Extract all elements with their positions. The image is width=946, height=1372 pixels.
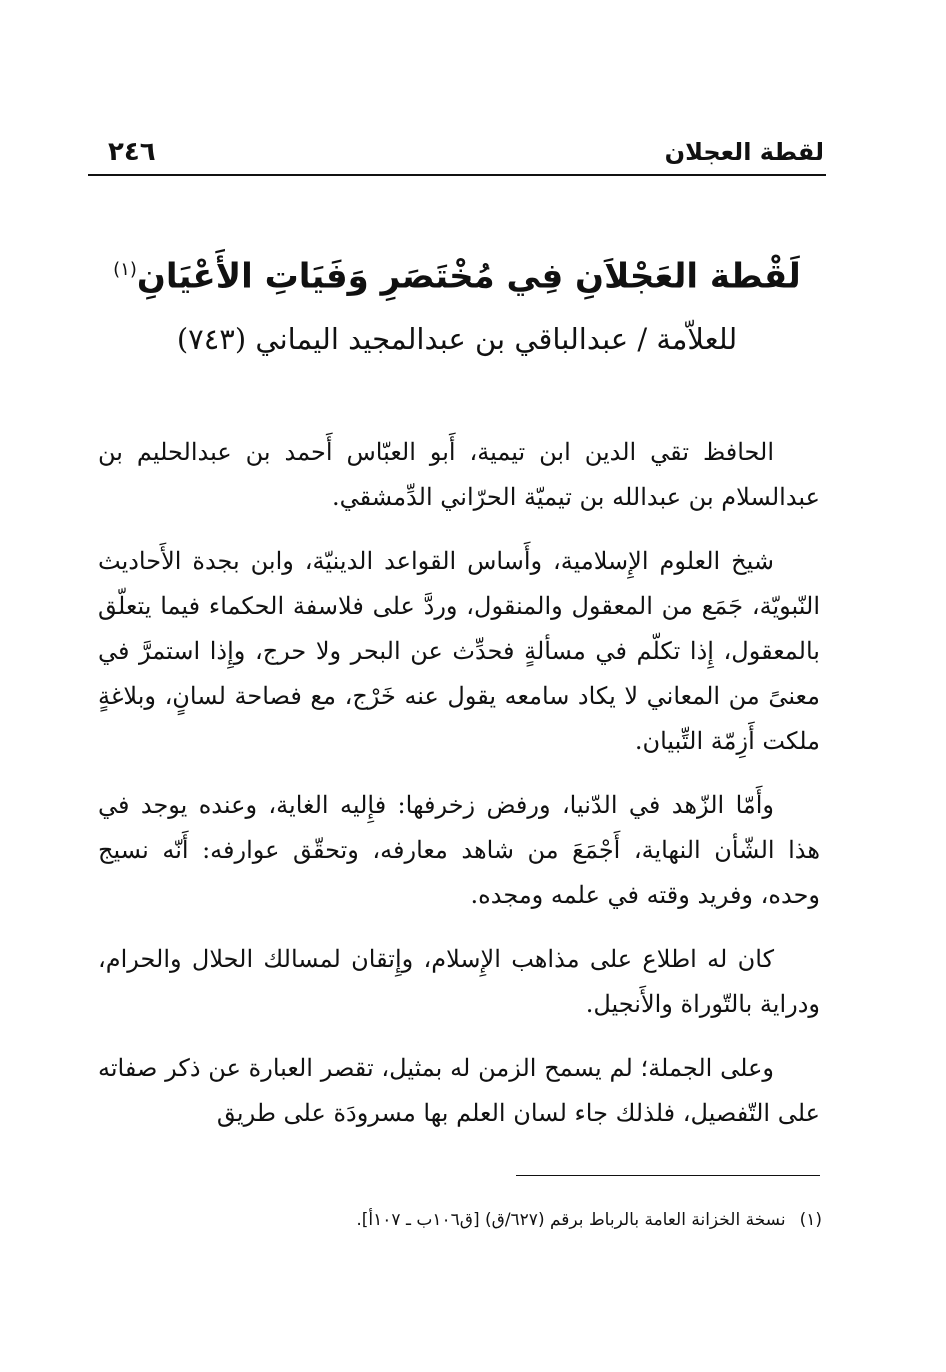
paragraph: وعلى الجملة؛ لم يسمح الزمن له بمثيل، تقصر العبارة عن ذكر صفاته على التّفصيل، فلذلك جاء لسان العلم بها مسرودَة على طريق xyxy=(98,1054,820,1127)
paragraph: شيخ العلوم الإِسلامية، وأَساس القواعد الدينيّة، وابن بجدة الأَحاديث النّبويّة، جَمَع من المعقول والمنقول، وردَّ على فلاسفة الحكماء فيما يتعلّق بالمعقول، إِذا تكلّم في مسألةٍ فحدِّث عن البحر ولا حرج، وإِذا استمرَّ في معنىً من المعاني لا يكاد سامعه يقول عنه خَرْج، مع فصاحة لسانٍ، وبلاغةٍ ملكت أَزِمّة التِّبيان. xyxy=(98,547,820,755)
footnote-text: نسخة الخزانة العامة بالرباط برقم (٦٢٧/ق) [ق١٠٦ب ـ ١٠٧أ]. xyxy=(356,1210,786,1230)
paragraph: كان له اطلاع على مذاهب الإِسلام، وإِتقان لمسالك الحلال والحرام، ودراية بالتّوراة والأَنجيل. xyxy=(98,945,820,1018)
title-footnote-marker: (١) xyxy=(113,259,137,280)
footnote xyxy=(100,1205,822,1235)
page-header xyxy=(88,122,826,176)
main-title-text: لَقْطة العَجْلاَنِ فِي مُخْتَصَرِ وَفَيَاتِ الأَعْيَانِ xyxy=(136,256,801,297)
running-title: لقطة العجلان xyxy=(664,138,824,166)
body-text xyxy=(98,430,820,1155)
footnote-divider xyxy=(516,1175,820,1176)
footnote-number: (١) xyxy=(799,1210,822,1230)
author-line: للعلاّمة / عبدالباقي بن عبدالمجيد اليماني (٧٤٣) xyxy=(176,322,738,357)
paragraph: الحافظ تقي الدين ابن تيمية، أَبو العبّاس أَحمد بن عبدالحليم بن عبدالسلام بن عبدالله بن تيميّة الحرّاني الدِّمشقي. xyxy=(98,438,820,511)
page-number: ٢٤٦ xyxy=(108,137,156,167)
title-block xyxy=(88,240,826,364)
main-title xyxy=(88,240,826,306)
paragraph: وأَمّا الزّهد في الدّنيا، ورفض زخرفها: فإِليه الغاية، وعنده يوجد في هذا الشّأن النهاية، أَجْمَعَ من شاهد معارفه، وتحقّق عوارفه: أَنّه نسيج وحده، وفريد وقته في علمه ومجده. xyxy=(98,791,820,909)
